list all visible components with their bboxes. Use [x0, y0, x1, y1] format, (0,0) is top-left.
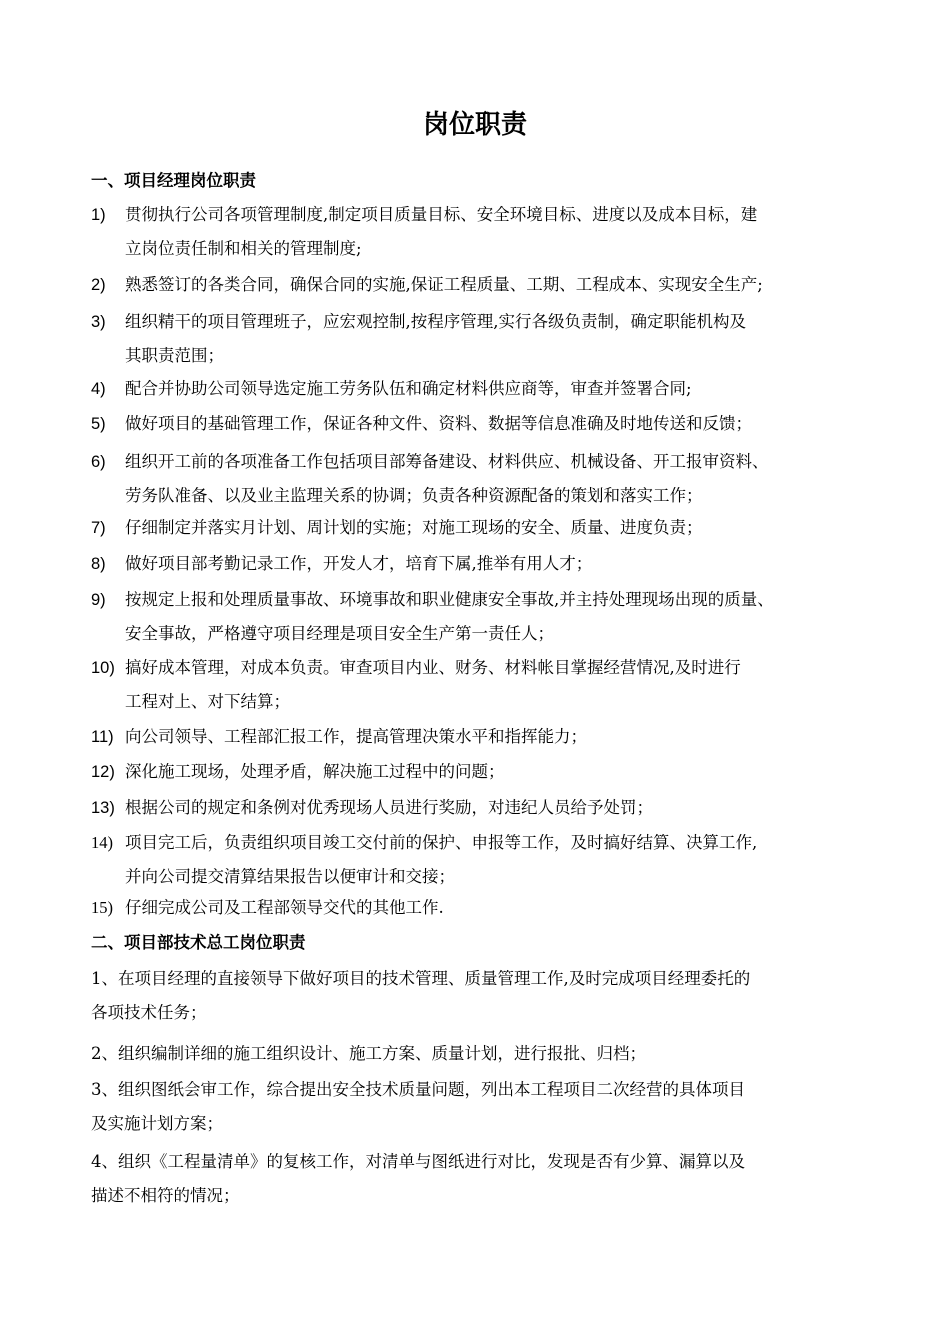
item-number: 9) [91, 591, 106, 609]
item-text: 仔细完成公司及工程部领导交代的其他工作. [125, 898, 444, 917]
item-text: 熟悉签订的各类合同，确保合同的实施,保证工程质量、工期、工程成本、实现安全生产; [125, 275, 763, 294]
list-item [91, 445, 871, 513]
item-text: 深化施工现场，处理矛盾，解决施工过程中的问题； [125, 762, 505, 781]
page-title: 岗位职责 [422, 110, 527, 140]
paragraph: 4、组织《工程量清单》的复核工作，对清单与图纸进行对比，发现是否有少算、漏算以及 描述不相符的情况； [91, 1152, 745, 1205]
item-text: 做好项目的基础管理工作，保证各种文件、资料、数据等信息准确及时地传送和反馈； [125, 414, 752, 433]
item-number: 14) [91, 833, 113, 852]
item-number: 15) [91, 898, 113, 917]
item-number: 1) [91, 206, 106, 224]
item-number: 8) [91, 555, 106, 573]
item-text: 搞好成本管理，对成本负责。审查项目内业、财务、材料帐目掌握经营情况,及时进行 工程对上、对下结算； [125, 658, 741, 711]
list-item [91, 198, 871, 266]
list-item [91, 372, 871, 406]
list-item [91, 305, 871, 373]
item-text: 组织精干的项目管理班子，应宏观控制,按程序管理,实行各级负责制，确定职能机构及 其职责范围； [125, 312, 746, 365]
item-number: 10) [91, 659, 115, 677]
item-number: 11) [91, 728, 114, 746]
paragraph: 3、组织图纸会审工作，综合提出安全技术质量问题，列出本工程项目二次经营的具体项目 及实施计划方案； [91, 1080, 745, 1133]
item-text: 项目完工后，负责组织项目竣工交付前的保护、申报等工作，及时搞好结算、决算工作, 并向公司提交清算结果报告以便审计和交接； [125, 833, 758, 886]
list-item [91, 268, 871, 302]
section-heading-project-manager: 一、项目经理岗位职责 [91, 171, 256, 190]
item-text: 根据公司的规定和条例对优秀现场人员进行奖励，对违纪人员给予处罚； [125, 798, 653, 817]
section-heading-technical-chief: 二、项目部技术总工岗位职责 [91, 933, 306, 952]
item-text: 组织开工前的各项准备工作包括项目部筹备建设、材料供应、机械设备、开工报审资料、 劳务队准备、以及业主监理关系的协调；负责各种资源配备的策划和落实工作； [125, 452, 769, 505]
item-number: 5) [91, 415, 106, 433]
list-item [91, 547, 871, 581]
list-item [91, 791, 871, 825]
item-text: 按规定上报和处理质量事故、环境事故和职业健康安全事故,并主持处理现场出现的质量、 安全事故，严格遵守项目经理是项目安全生产第一责任人； [125, 590, 774, 643]
paragraph: 1、在项目经理的直接领导下做好项目的技术管理、质量管理工作,及时完成项目经理委托的 各项技术任务； [91, 969, 751, 1022]
paragraph: 2、组织编制详细的施工组织设计、施工方案、质量计划，进行报批、归档； [91, 1044, 646, 1063]
list-item [91, 583, 871, 651]
item-number: 6) [91, 453, 106, 471]
item-text: 仔细制定并落实月计划、周计划的实施；对施工现场的安全、质量、进度负责； [125, 518, 703, 537]
list-item [91, 755, 871, 789]
item-number: 3) [91, 313, 106, 331]
list-item [91, 826, 871, 894]
list-item [91, 511, 871, 545]
item-text: 贯彻执行公司各项管理制度,制定项目质量目标、安全环境目标、进度以及成本目标，建 立岗位责任制和相关的管理制度; [125, 205, 758, 258]
item-number: 2) [91, 276, 106, 294]
item-text: 做好项目部考勤记录工作，开发人才，培育下属,推举有用人才； [125, 554, 593, 573]
item-text: 向公司领导、工程部汇报工作，提高管理决策水平和指挥能力； [125, 727, 587, 746]
list-item [91, 651, 871, 719]
item-number: 7) [91, 519, 106, 537]
list-item [91, 407, 871, 441]
item-text: 配合并协助公司领导选定施工劳务队伍和确定材料供应商等，审查并签署合同; [125, 379, 692, 398]
item-number: 12) [91, 763, 115, 781]
list-item [91, 891, 871, 925]
item-number: 4) [91, 380, 106, 398]
list-item [91, 720, 871, 754]
item-number: 13) [91, 799, 115, 817]
